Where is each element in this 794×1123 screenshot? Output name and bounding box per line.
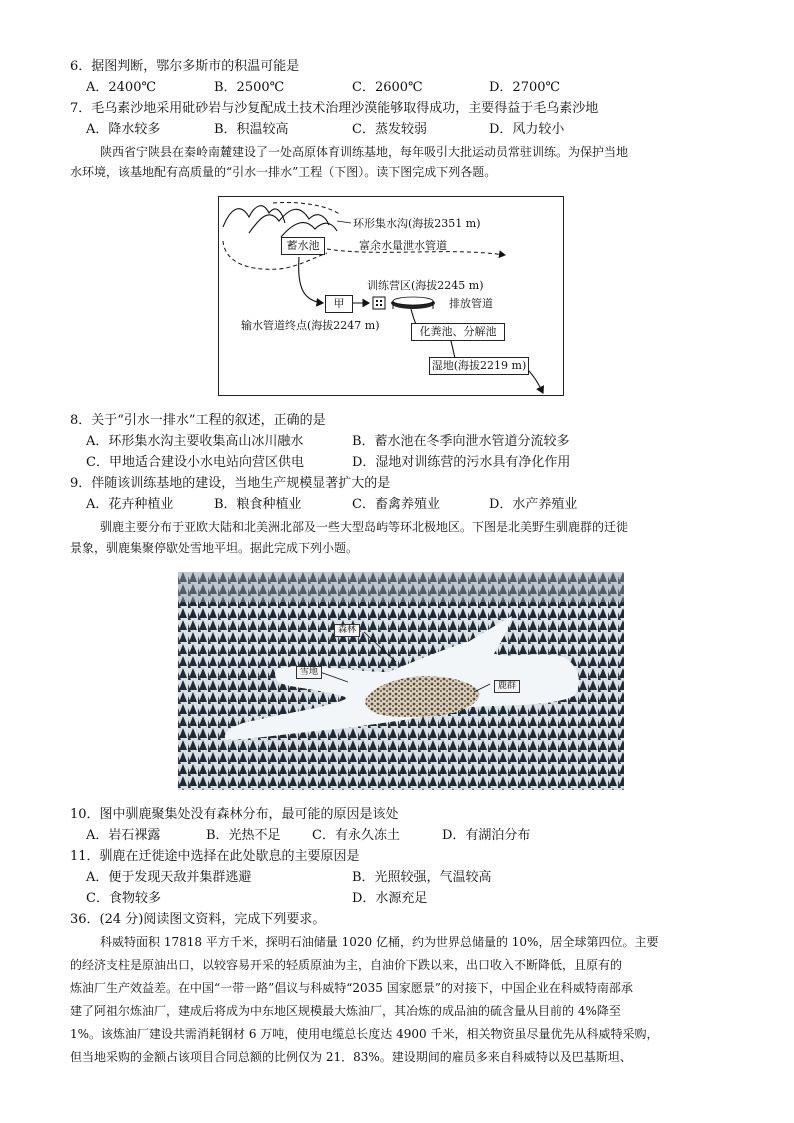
question-9-stem: 9．伴随该训练基地的建设，当地生产规模显著扩大的是 xyxy=(70,476,391,491)
question-36-line-5: 1%。该炼油厂建设共需消耗钢材 6 万吨，使用电缆总长度达 4900 千米，相关物资虽尽量优先从科威特采购， xyxy=(70,1027,659,1041)
question-8-option-c[interactable]: C．甲地适合建设小水电站向营区供电 xyxy=(86,455,304,470)
question-36-line-2: 的经济支柱是原油出口，以较容易开采的轻质原油为主，自油价下跌以来，出口收入不断降低，且原有的 xyxy=(70,958,623,972)
question-10-stem: 10．图中驯鹿聚集处没有森林分布，最可能的原因是该处 xyxy=(70,807,399,822)
question-7-stem: 7．毛乌素沙地采用砒砂岩与沙复配成土技术治理沙漠能够取得成功，主要得益于毛乌素沙地 xyxy=(70,101,599,116)
question-36-line-1: 科威特面积 17818 平方千米，探明石油储量 1020 亿桶，约为世界总储量的 10%，居全球第四位。主要 xyxy=(100,935,659,949)
label-pointer xyxy=(337,221,351,223)
question-6-stem: 6．据图判断，鄂尔多斯市的积温可能是 xyxy=(70,59,300,74)
question-9-option-c[interactable]: C．畜禽养殖业 xyxy=(352,497,440,512)
question-8-option-a[interactable]: A．环形集水沟主要收集高山冰川融水 xyxy=(86,434,304,449)
question-10-option-a[interactable]: A．岩石裸露 xyxy=(86,828,161,843)
question-36-line-4: 建了阿祖尔炼油厂，建成后将成为中东地区规模最大炼油厂，其冶炼的成品油的硫含量从目前的 4%降至 xyxy=(70,1004,621,1018)
question-6-option-b[interactable]: B．2500℃ xyxy=(214,80,285,95)
question-10-option-d[interactable]: D．有湖泊分布 xyxy=(442,828,531,843)
supply-pipe-line xyxy=(299,257,323,303)
jia-box: 甲 xyxy=(325,295,353,313)
question-6-option-d[interactable]: D．2700℃ xyxy=(489,80,561,95)
question-7-option-b[interactable]: B．积温较高 xyxy=(214,122,289,137)
reindeer-photo xyxy=(178,572,624,790)
question-8-option-b[interactable]: B．蓄水池在冬季向泄水管道分流较多 xyxy=(352,434,570,449)
question-11-option-c[interactable]: C．食物较多 xyxy=(86,891,161,906)
question-6-option-a[interactable]: A．2400℃ xyxy=(86,80,157,95)
question-6-option-c[interactable]: C．2600℃ xyxy=(352,80,423,95)
question-9-option-d[interactable]: D．水产养殖业 xyxy=(489,497,578,512)
passage-2-line-2: 景象，驯鹿集聚停歇处雪地平坦。据此完成下列小题。 xyxy=(70,541,359,555)
question-10-option-c[interactable]: C．有永久冻土 xyxy=(312,828,400,843)
question-9-option-b[interactable]: B．粮食种植业 xyxy=(214,497,302,512)
question-8-stem: 8．关于“引水一排水”工程的叙述，正确的是 xyxy=(70,413,326,428)
septic-box: 化粪池、分解池 xyxy=(411,323,505,341)
forest-label: 森林 xyxy=(334,624,360,637)
pipe-end-label: 输水管道终点(海拔2247 m) xyxy=(241,319,380,332)
question-36-line-3: 炼油厂生产效益差。在中国“一带一路”倡议与科威特“2035 国家愿景”的对接下，中国企业在科威特南部承 xyxy=(70,981,633,995)
question-11-option-b[interactable]: B．光照较强，气温较高 xyxy=(352,870,492,885)
reservoir-box: 蓄水池 xyxy=(281,237,325,255)
question-7-option-c[interactable]: C．蒸发较弱 xyxy=(352,122,427,137)
question-10-option-b[interactable]: B．光热不足 xyxy=(206,828,281,843)
snow-label: 雪地 xyxy=(296,666,322,679)
question-7-option-d[interactable]: D．风力较小 xyxy=(489,122,565,137)
question-36-line-6: 但当地采购的金额占该项目合同总额的比例仅为 21．83%。建设期间的雇员多来自科威特以及巴基斯坦、 xyxy=(70,1050,632,1064)
discharge-pipe-label: 排放管道 xyxy=(449,297,493,310)
question-11-option-d[interactable]: D．水源充足 xyxy=(352,891,428,906)
surplus-pipe-label: 富余水量泄水管道 xyxy=(359,239,447,252)
water-project-diagram xyxy=(218,196,564,396)
passage-1-line-1: 陕西省宁陕县在秦岭南麓建设了一处高原体育训练基地，每年吸引大批运动员常驻训练。为保护当地 xyxy=(100,145,629,159)
wetland-box: 湿地(海拔2219 m) xyxy=(429,357,529,375)
question-11-option-a[interactable]: A．便于发现天敌并集群逃避 xyxy=(86,870,252,885)
herd-label: 鹿群 xyxy=(494,680,520,693)
question-8-option-d[interactable]: D．湿地对训练营的污水具有净化作用 xyxy=(352,455,571,470)
passage-2-line-1: 驯鹿主要分布于亚欧大陆和北美洲北部及一些大型岛屿等环北极地区。下图是北美野生驯鹿群的迁徙 xyxy=(100,520,629,534)
question-36-stem: 36．(24 分)阅读图文资料，完成下列要求。 xyxy=(70,912,326,927)
training-camp-label: 训练营区(海拔2245 m) xyxy=(367,279,484,292)
building-icon xyxy=(373,297,385,309)
snow-forest-scene xyxy=(178,572,624,790)
outflow-line xyxy=(527,369,543,393)
mountain-outline xyxy=(223,206,285,227)
collector-ditch-line xyxy=(273,203,341,216)
passage-1-line-2: 水环境，该基地配有高质量的“引水一排水”工程（下图）。读下图完成下列各题。 xyxy=(70,165,497,179)
collector-ditch-label: 环形集水沟(海拔2351 m) xyxy=(353,217,481,230)
question-9-option-a[interactable]: A．花卉种植业 xyxy=(86,497,174,512)
question-11-stem: 11．驯鹿在迁徙途中选择在此处歇息的主要原因是 xyxy=(70,849,360,864)
question-7-option-a[interactable]: A．降水较多 xyxy=(86,122,161,137)
